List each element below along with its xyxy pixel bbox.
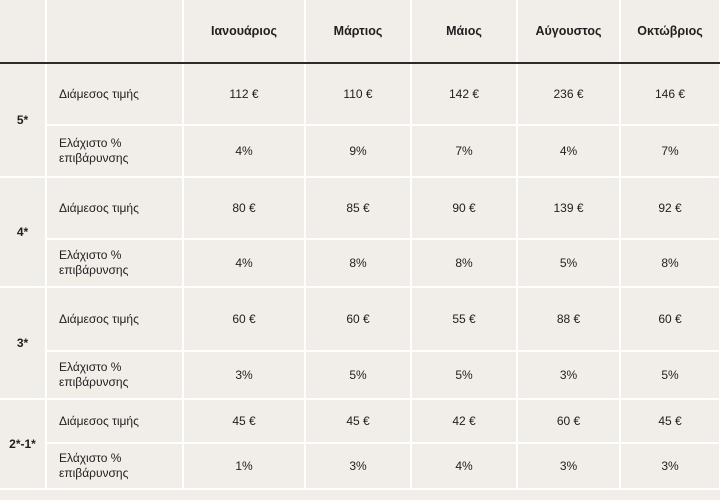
- value-cell: 5%: [305, 351, 411, 399]
- value-cell: 3%: [517, 443, 620, 489]
- metric-label: Διάμεσος τιμής: [46, 177, 183, 239]
- month-header: Μάιος: [411, 0, 517, 63]
- value-cell: 236 €: [517, 63, 620, 125]
- value-cell: 60 €: [183, 287, 305, 351]
- star-category-label: 5*: [0, 63, 46, 177]
- value-cell: 4%: [183, 125, 305, 177]
- table-row: [0, 443, 720, 489]
- value-cell: 45 €: [305, 399, 411, 443]
- header-row: [0, 0, 720, 63]
- table-row: [0, 125, 720, 177]
- metric-label: Διάμεσος τιμής: [46, 287, 183, 351]
- value-cell: 3%: [517, 351, 620, 399]
- value-cell: 4%: [517, 125, 620, 177]
- month-header: Ιανουάριος: [183, 0, 305, 63]
- value-cell: 8%: [620, 239, 720, 287]
- value-cell: 80 €: [183, 177, 305, 239]
- metric-label: Ελάχιστο % επιβάρυνσης: [46, 351, 183, 399]
- value-cell: 8%: [411, 239, 517, 287]
- star-category-label: 4*: [0, 177, 46, 287]
- value-cell: 110 €: [305, 63, 411, 125]
- star-category-label: 2*-1*: [0, 399, 46, 489]
- metric-label: Διάμεσος τιμής: [46, 63, 183, 125]
- month-header: Οκτώβριος: [620, 0, 720, 63]
- table-row: [0, 239, 720, 287]
- value-cell: 8%: [305, 239, 411, 287]
- value-cell: 146 €: [620, 63, 720, 125]
- value-cell: 1%: [183, 443, 305, 489]
- value-cell: 85 €: [305, 177, 411, 239]
- value-cell: 3%: [183, 351, 305, 399]
- value-cell: 60 €: [305, 287, 411, 351]
- value-cell: 7%: [411, 125, 517, 177]
- table-row: [0, 177, 720, 239]
- metric-label: Ελάχιστο % επιβάρυνσης: [46, 239, 183, 287]
- value-cell: 55 €: [411, 287, 517, 351]
- header-corner-empty: [0, 0, 46, 63]
- metric-label: Ελάχιστο % επιβάρυνσης: [46, 443, 183, 489]
- table-row: [0, 63, 720, 125]
- value-cell: 42 €: [411, 399, 517, 443]
- value-cell: 4%: [183, 239, 305, 287]
- value-cell: 45 €: [620, 399, 720, 443]
- value-cell: 60 €: [620, 287, 720, 351]
- value-cell: 142 €: [411, 63, 517, 125]
- value-cell: 92 €: [620, 177, 720, 239]
- table-row: [0, 287, 720, 351]
- value-cell: 3%: [305, 443, 411, 489]
- metric-label: Ελάχιστο % επιβάρυνσης: [46, 125, 183, 177]
- value-cell: 90 €: [411, 177, 517, 239]
- value-cell: 9%: [305, 125, 411, 177]
- value-cell: 60 €: [517, 399, 620, 443]
- value-cell: 3%: [620, 443, 720, 489]
- value-cell: 7%: [620, 125, 720, 177]
- star-category-label: 3*: [0, 287, 46, 399]
- value-cell: 45 €: [183, 399, 305, 443]
- value-cell: 5%: [620, 351, 720, 399]
- header-label-empty: [46, 0, 183, 63]
- month-header: Αύγουστος: [517, 0, 620, 63]
- value-cell: 112 €: [183, 63, 305, 125]
- value-cell: 139 €: [517, 177, 620, 239]
- value-cell: 5%: [517, 239, 620, 287]
- table-row: [0, 351, 720, 399]
- value-cell: 5%: [411, 351, 517, 399]
- metric-label: Διάμεσος τιμής: [46, 399, 183, 443]
- month-header: Μάρτιος: [305, 0, 411, 63]
- value-cell: 88 €: [517, 287, 620, 351]
- value-cell: 4%: [411, 443, 517, 489]
- table-row: [0, 399, 720, 443]
